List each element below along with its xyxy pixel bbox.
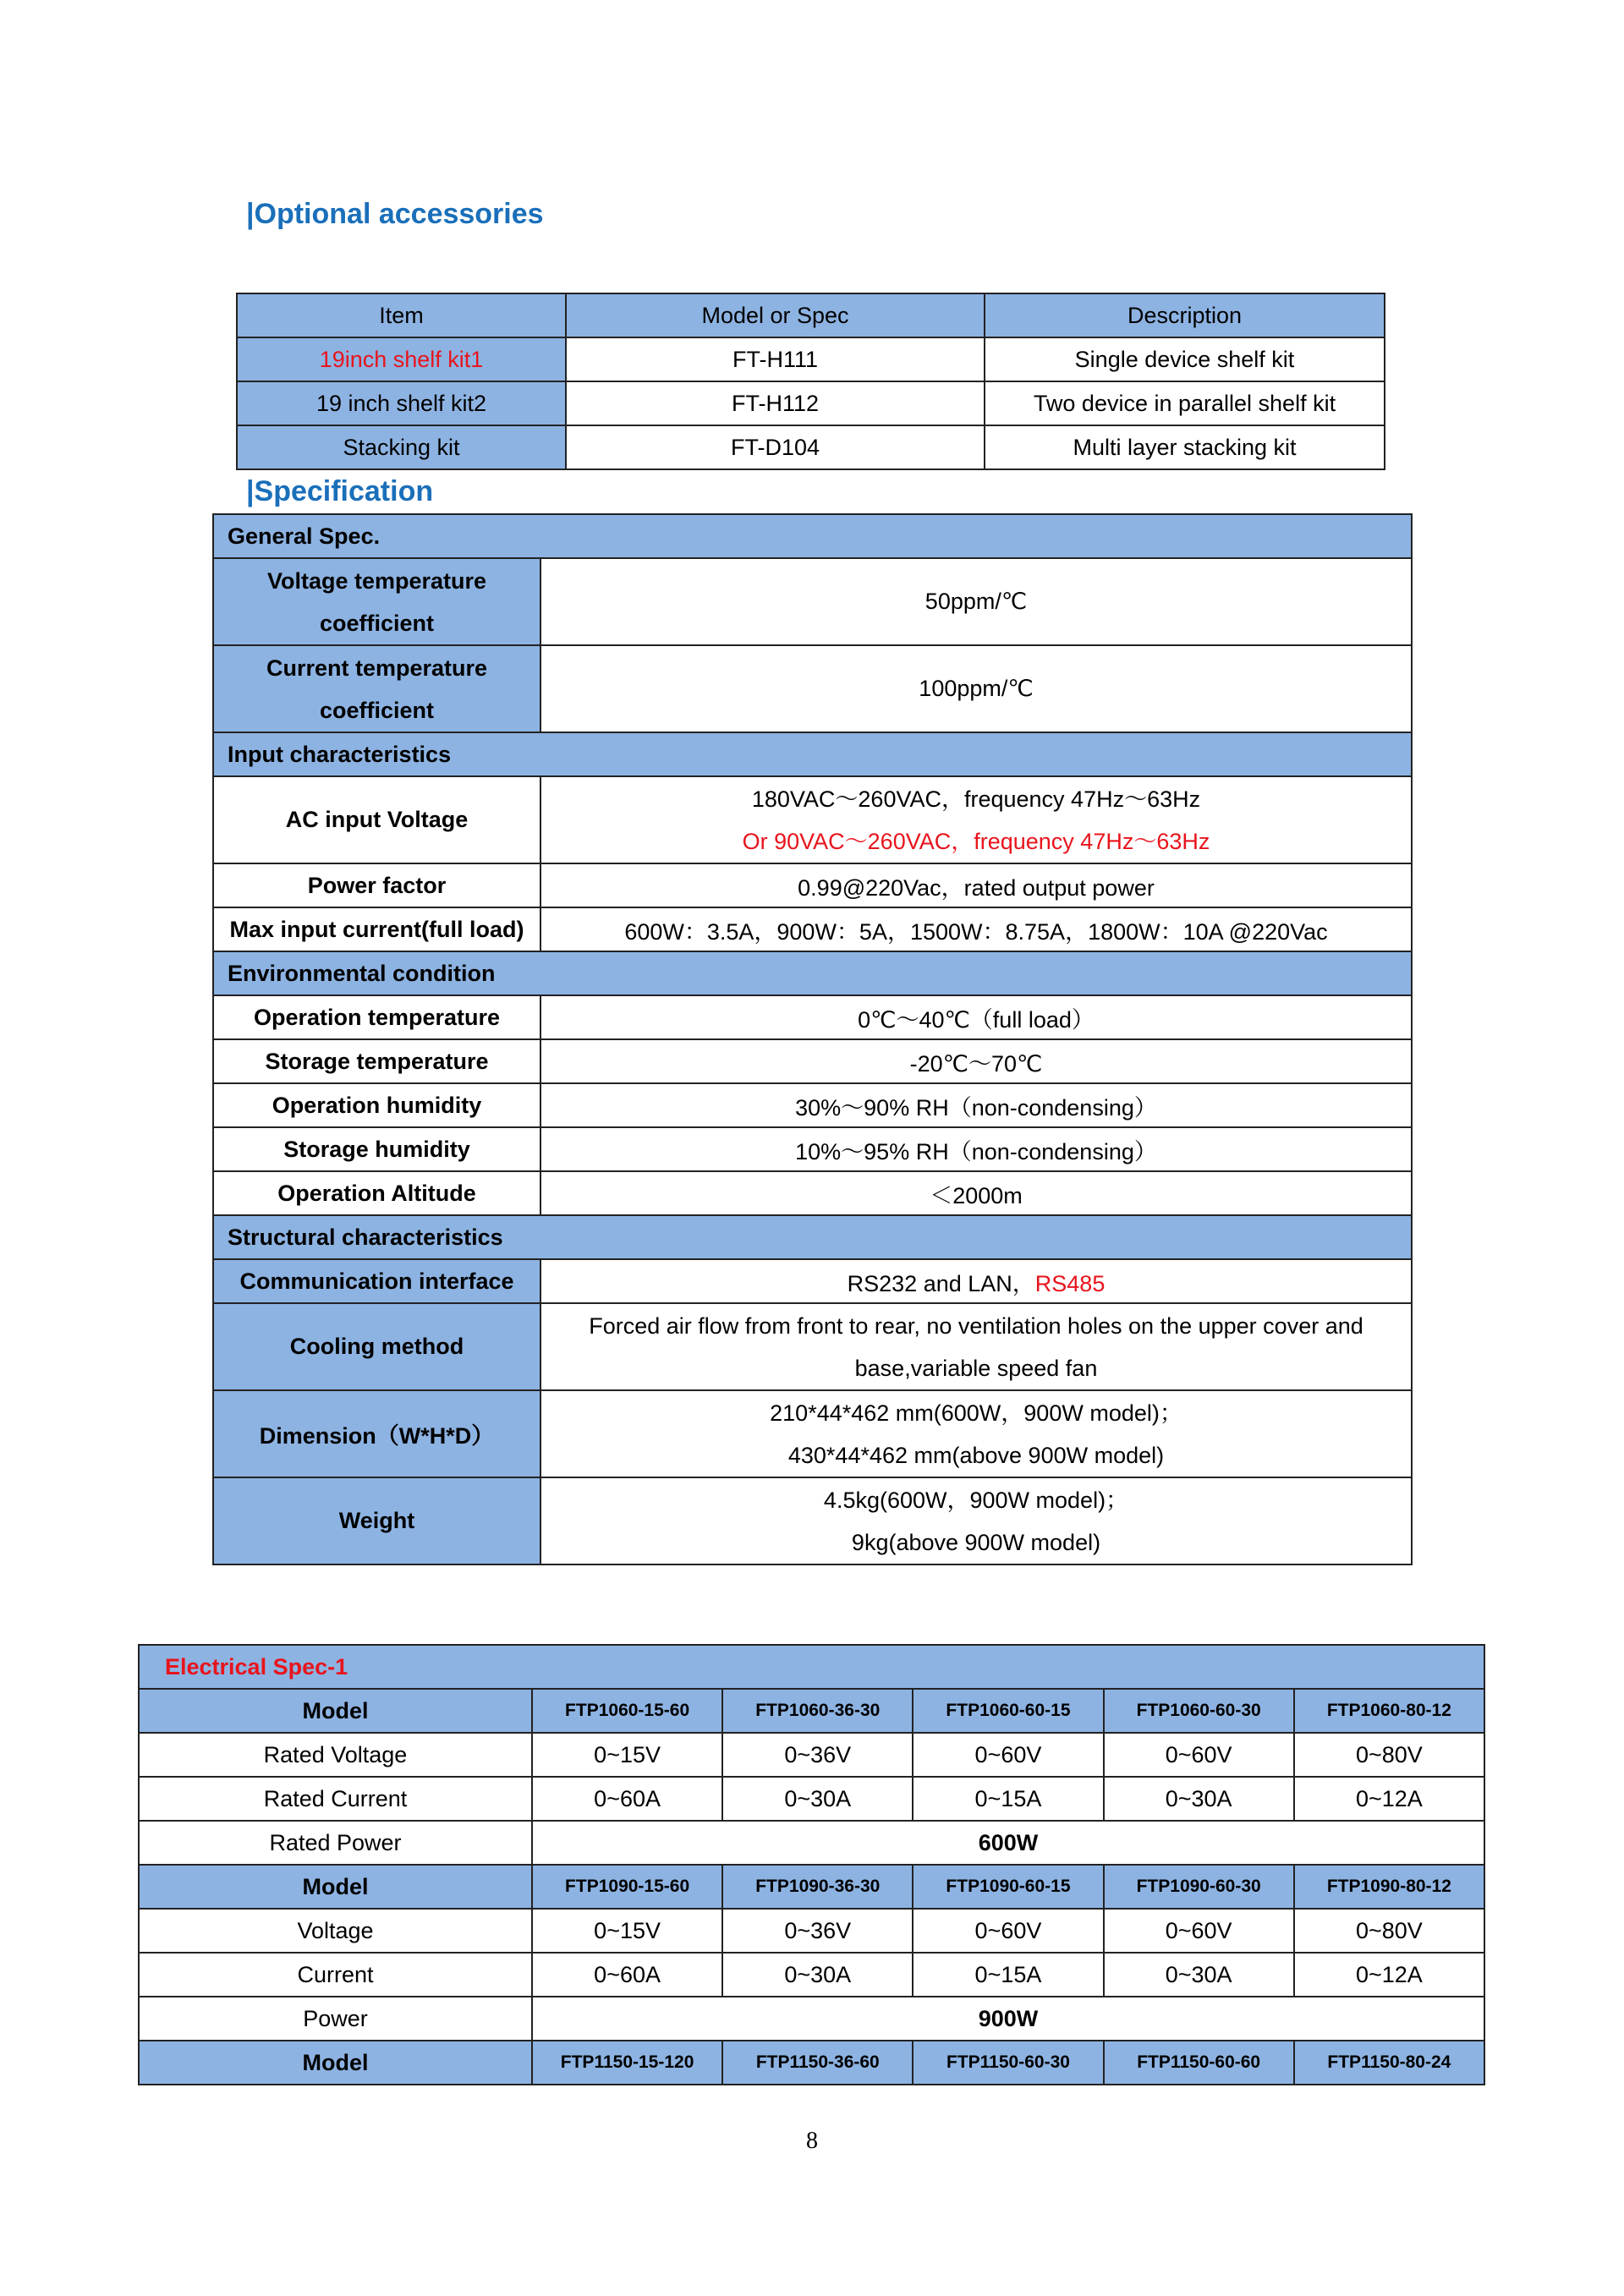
section-environmental: Environmental condition [213, 951, 1412, 995]
header-description: Description [985, 293, 1385, 337]
model-name: FTP1090-15-60 [532, 1865, 722, 1909]
table-row [139, 1865, 1484, 1909]
voltage-value: 0~60V [913, 1909, 1103, 1953]
value-operation-temp: 0℃～40℃（full load） [540, 995, 1412, 1039]
item-cell: 19inch shelf kit1 [237, 337, 566, 381]
value-weight: 4.5kg(600W，900W model)； 9kg(above 900W model) [540, 1477, 1412, 1564]
model-name: FTP1060-80-12 [1294, 1689, 1484, 1733]
electrical-spec-table [138, 1644, 1485, 2085]
value-communication: RS232 and LAN，RS485 [540, 1259, 1412, 1303]
table-row [139, 1777, 1484, 1821]
value-operation-altitude: ＜2000m [540, 1171, 1412, 1215]
label-storage-humidity: Storage humidity [213, 1127, 540, 1171]
model-name: FTP1060-60-15 [913, 1689, 1103, 1733]
value-ac-input: 180VAC～260VAC，frequency 47Hz～63Hz Or 90VAC～260VAC，frequency 47Hz～63Hz [540, 776, 1412, 863]
table-row [237, 425, 1385, 469]
value-power-factor: 0.99@220Vac，rated output power [540, 863, 1412, 907]
model-name: FTP1090-36-30 [722, 1865, 913, 1909]
voltage-value: 0~60V [1104, 1733, 1294, 1777]
current-label: Rated Current [139, 1777, 532, 1821]
voltage-value: 0~15V [532, 1909, 722, 1953]
label-communication: Communication interface [213, 1259, 540, 1303]
model-cell: FT-H112 [566, 381, 985, 425]
description-cell: Multi layer stacking kit [985, 425, 1385, 469]
heading-specification: |Specification [246, 475, 434, 507]
section-structural: Structural characteristics [213, 1215, 1412, 1259]
model-name: FTP1090-60-15 [913, 1865, 1103, 1909]
value-dimension: 210*44*462 mm(600W，900W model)； 430*44*462 mm(above 900W model) [540, 1390, 1412, 1477]
label-power-factor: Power factor [213, 863, 540, 907]
current-value: 0~30A [722, 1777, 913, 1821]
label-weight: Weight [213, 1477, 540, 1564]
model-name: FTP1150-60-30 [913, 2041, 1103, 2085]
model-name: FTP1090-60-30 [1104, 1865, 1294, 1909]
item-cell: Stacking kit [237, 425, 566, 469]
current-value: 0~15A [913, 1953, 1103, 1997]
value-max-input-current: 600W：3.5A，900W：5A，1500W：8.75A，1800W：10A @220Vac [540, 907, 1412, 951]
electrical-spec-title: Electrical Spec-1 [139, 1645, 1484, 1689]
table-row [139, 1821, 1484, 1865]
value-current-temp-coeff: 100ppm/℃ [540, 645, 1412, 732]
current-value: 0~15A [913, 1777, 1103, 1821]
label-current-temp-coeff: Current temperature coefficient [213, 645, 540, 732]
current-value: 0~12A [1294, 1953, 1484, 1997]
model-cell: FT-H111 [566, 337, 985, 381]
model-name: FTP1060-60-30 [1104, 1689, 1294, 1733]
label-max-input-current: Max input current(full load) [213, 907, 540, 951]
value-cooling: Forced air flow from front to rear, no ventilation holes on the upper cover and base,variable speed fan [540, 1303, 1412, 1390]
label-ac-input: AC input Voltage [213, 776, 540, 863]
header-model: Model or Spec [566, 293, 985, 337]
model-name: FTP1150-80-24 [1294, 2041, 1484, 2085]
label-operation-temp: Operation temperature [213, 995, 540, 1039]
section-general: General Spec. [213, 514, 1412, 558]
page-number: 8 [806, 2128, 818, 2154]
table-row [139, 1997, 1484, 2041]
description-cell: Single device shelf kit [985, 337, 1385, 381]
current-value: 0~30A [1104, 1777, 1294, 1821]
current-value: 0~12A [1294, 1777, 1484, 1821]
table-row [139, 1953, 1484, 1997]
table-header-row [237, 293, 1385, 337]
voltage-label: Rated Voltage [139, 1733, 532, 1777]
heading-optional-accessories: |Optional accessories [246, 198, 544, 230]
current-value: 0~30A [722, 1953, 913, 1997]
model-name: FTP1060-15-60 [532, 1689, 722, 1733]
current-value: 0~60A [532, 1953, 722, 1997]
label-operation-altitude: Operation Altitude [213, 1171, 540, 1215]
power-value: 900W [532, 1997, 1484, 2041]
label-voltage-temp-coeff: Voltage temperature coefficient [213, 558, 540, 645]
table-row [139, 1733, 1484, 1777]
header-item: Item [237, 293, 566, 337]
value-storage-temp: -20℃～70℃ [540, 1039, 1412, 1083]
voltage-value: 0~80V [1294, 1733, 1484, 1777]
description-cell: Two device in parallel shelf kit [985, 381, 1385, 425]
table-row [139, 2041, 1484, 2085]
current-value: 0~30A [1104, 1953, 1294, 1997]
label-storage-temp: Storage temperature [213, 1039, 540, 1083]
voltage-value: 0~36V [722, 1733, 913, 1777]
table-row [139, 1689, 1484, 1733]
table-row [139, 1909, 1484, 1953]
model-name: FTP1090-80-12 [1294, 1865, 1484, 1909]
section-input: Input characteristics [213, 732, 1412, 776]
model-name: FTP1060-36-30 [722, 1689, 913, 1733]
label-operation-humidity: Operation humidity [213, 1083, 540, 1127]
table-row [237, 381, 1385, 425]
current-label: Current [139, 1953, 532, 1997]
model-name: FTP1150-60-60 [1104, 2041, 1294, 2085]
value-operation-humidity: 30%～90% RH（non-condensing） [540, 1083, 1412, 1127]
voltage-value: 0~15V [532, 1733, 722, 1777]
specification-table [212, 513, 1413, 1565]
value-voltage-temp-coeff: 50ppm/℃ [540, 558, 1412, 645]
model-name: FTP1150-36-60 [722, 2041, 913, 2085]
voltage-value: 0~80V [1294, 1909, 1484, 1953]
voltage-value: 0~60V [913, 1733, 1103, 1777]
power-value: 600W [532, 1821, 1484, 1865]
model-name: FTP1150-15-120 [532, 2041, 722, 2085]
accessories-table [236, 293, 1385, 470]
voltage-value: 0~36V [722, 1909, 913, 1953]
voltage-label: Voltage [139, 1909, 532, 1953]
power-label: Rated Power [139, 1821, 532, 1865]
item-cell: 19 inch shelf kit2 [237, 381, 566, 425]
model-label: Model [139, 1689, 532, 1733]
value-storage-humidity: 10%～95% RH（non-condensing） [540, 1127, 1412, 1171]
model-label: Model [139, 2041, 532, 2085]
voltage-value: 0~60V [1104, 1909, 1294, 1953]
model-label: Model [139, 1865, 532, 1909]
current-value: 0~60A [532, 1777, 722, 1821]
label-dimension: Dimension（W*H*D） [213, 1390, 540, 1477]
table-row [237, 337, 1385, 381]
power-label: Power [139, 1997, 532, 2041]
label-cooling: Cooling method [213, 1303, 540, 1390]
model-cell: FT-D104 [566, 425, 985, 469]
